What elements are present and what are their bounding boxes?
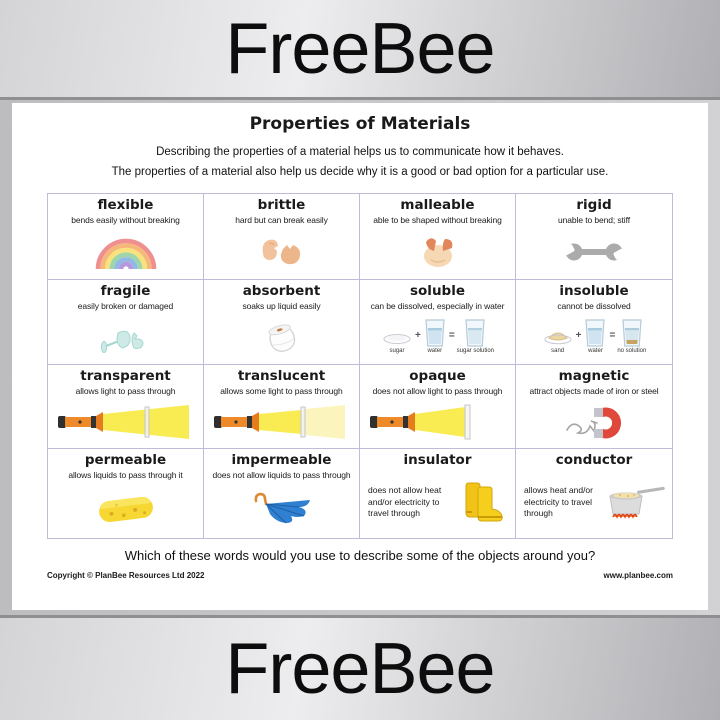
property-term: brittle — [257, 197, 306, 214]
property-term: opaque — [409, 368, 466, 385]
paper-towel-icon — [204, 311, 359, 364]
equals-sign: = — [448, 330, 455, 341]
property-term: flexible — [97, 197, 154, 214]
equals-sign: = — [609, 330, 616, 341]
property-cell-impermeable — [204, 449, 360, 538]
property-definition: can be dissolved, especially in water — [370, 300, 505, 311]
broken-eggshell-icon — [204, 225, 359, 279]
property-term: malleable — [400, 197, 475, 214]
copyright-text: Copyright © PlanBee Resources Ltd 2022 — [47, 571, 205, 581]
property-cell-opaque — [360, 365, 516, 449]
property-cell-absorbent — [204, 280, 360, 365]
property-cell-malleable — [360, 194, 516, 280]
property-cell-insoluble — [516, 280, 672, 365]
website-text: www.planbee.com — [603, 571, 673, 581]
umbrella-icon — [204, 480, 359, 538]
saucepan-icon — [601, 483, 667, 523]
torch-blocked-beam-icon — [360, 396, 515, 448]
property-cell-flexible — [48, 194, 204, 280]
property-definition: allows heat and/or electricity to travel through — [524, 485, 593, 519]
water-glass-icon — [583, 319, 607, 347]
property-cell-soluble — [360, 280, 516, 365]
property-definition: attract objects made of iron or steel — [529, 385, 659, 396]
property-term: absorbent — [242, 283, 321, 300]
property-term: fragile — [100, 283, 151, 300]
property-cell-conductor — [516, 449, 672, 538]
rubber-boots-icon — [456, 480, 510, 526]
diagram-label: water — [427, 348, 443, 354]
poster-frame — [0, 100, 720, 615]
property-cell-transparent — [48, 365, 204, 449]
property-cell-magnetic — [516, 365, 672, 449]
wrench-icon — [516, 225, 672, 279]
top-brand-band — [0, 0, 720, 100]
property-definition: hard but can break easily — [235, 214, 328, 225]
properties-grid — [47, 193, 673, 539]
property-definition: does not allow liquids to pass through — [212, 469, 351, 480]
poster-title: Properties of Materials — [249, 114, 471, 134]
property-cell-rigid — [516, 194, 672, 280]
plus-sign: + — [575, 330, 582, 341]
property-term: insulator — [403, 452, 472, 469]
property-definition: cannot be dissolved — [557, 300, 631, 311]
diagram-label: water — [588, 348, 603, 354]
water-glass-icon — [423, 319, 447, 347]
property-term: permeable — [84, 452, 167, 469]
property-term: rigid — [576, 197, 612, 214]
sugar-solution-glass-icon — [463, 319, 487, 347]
sand-water-diagram-icon — [516, 311, 672, 364]
property-cell-translucent — [204, 365, 360, 449]
rainbow-icon — [48, 225, 203, 279]
property-definition: allows some light to pass through — [220, 385, 343, 396]
property-term: conductor — [555, 452, 633, 469]
intro-line-2: The properties of a material also help us decide why it is a good or bad option for a particular use. — [111, 166, 609, 179]
diagram-label: no solution — [617, 348, 647, 354]
poster-footer — [47, 571, 673, 580]
torch-partial-beam-icon — [204, 396, 359, 448]
property-term: impermeable — [231, 452, 332, 469]
poster-question: Which of these words would you use to describe some of the objects around you? — [124, 548, 596, 564]
freebee-logo-top: FreeBee — [225, 8, 495, 89]
property-definition: allows liquids to pass through it — [68, 469, 183, 480]
bottom-brand-band — [0, 615, 720, 720]
property-definition: soaks up liquid easily — [242, 300, 321, 311]
property-definition: unable to bend; stiff — [558, 214, 630, 225]
property-term: transparent — [80, 368, 171, 385]
property-term: magnetic — [558, 368, 630, 385]
property-definition: allows light to pass through — [75, 385, 176, 396]
diagram-label: sugar — [389, 348, 405, 354]
property-cell-permeable — [48, 449, 204, 538]
property-term: translucent — [237, 368, 326, 385]
property-term: soluble — [410, 283, 465, 300]
intro-line-1: Describing the properties of a material helps us to communicate how it behaves. — [156, 146, 564, 158]
freebee-logo-bottom: FreeBee — [225, 629, 495, 709]
sand-dish-icon — [542, 321, 574, 347]
torch-full-beam-icon — [48, 396, 203, 448]
property-cell-insulator — [360, 449, 516, 538]
diagram-label: sugar solution — [456, 348, 495, 354]
property-cell-brittle — [204, 194, 360, 280]
plus-sign: + — [414, 330, 421, 341]
properties-of-materials-poster — [12, 103, 708, 610]
diagram-label: sand — [551, 348, 565, 354]
property-definition: does not allow light to pass through — [372, 385, 503, 396]
sponge-icon — [48, 480, 203, 538]
property-cell-fragile — [48, 280, 204, 365]
property-term: insoluble — [559, 283, 629, 300]
property-definition: able to be shaped without breaking — [373, 214, 502, 225]
broken-glass-icon — [48, 311, 203, 364]
sugar-dish-icon — [381, 321, 413, 347]
property-definition: easily broken or damaged — [77, 300, 174, 311]
property-definition: does not allow heat and/or electricity to travel through — [368, 485, 442, 519]
sugar-water-diagram-icon — [360, 311, 515, 364]
property-definition: bends easily without breaking — [71, 214, 180, 225]
no-solution-glass-icon — [620, 319, 644, 347]
clay-shaping-icon — [360, 225, 515, 279]
horseshoe-magnet-icon — [516, 396, 672, 448]
poster-intro — [12, 142, 708, 182]
